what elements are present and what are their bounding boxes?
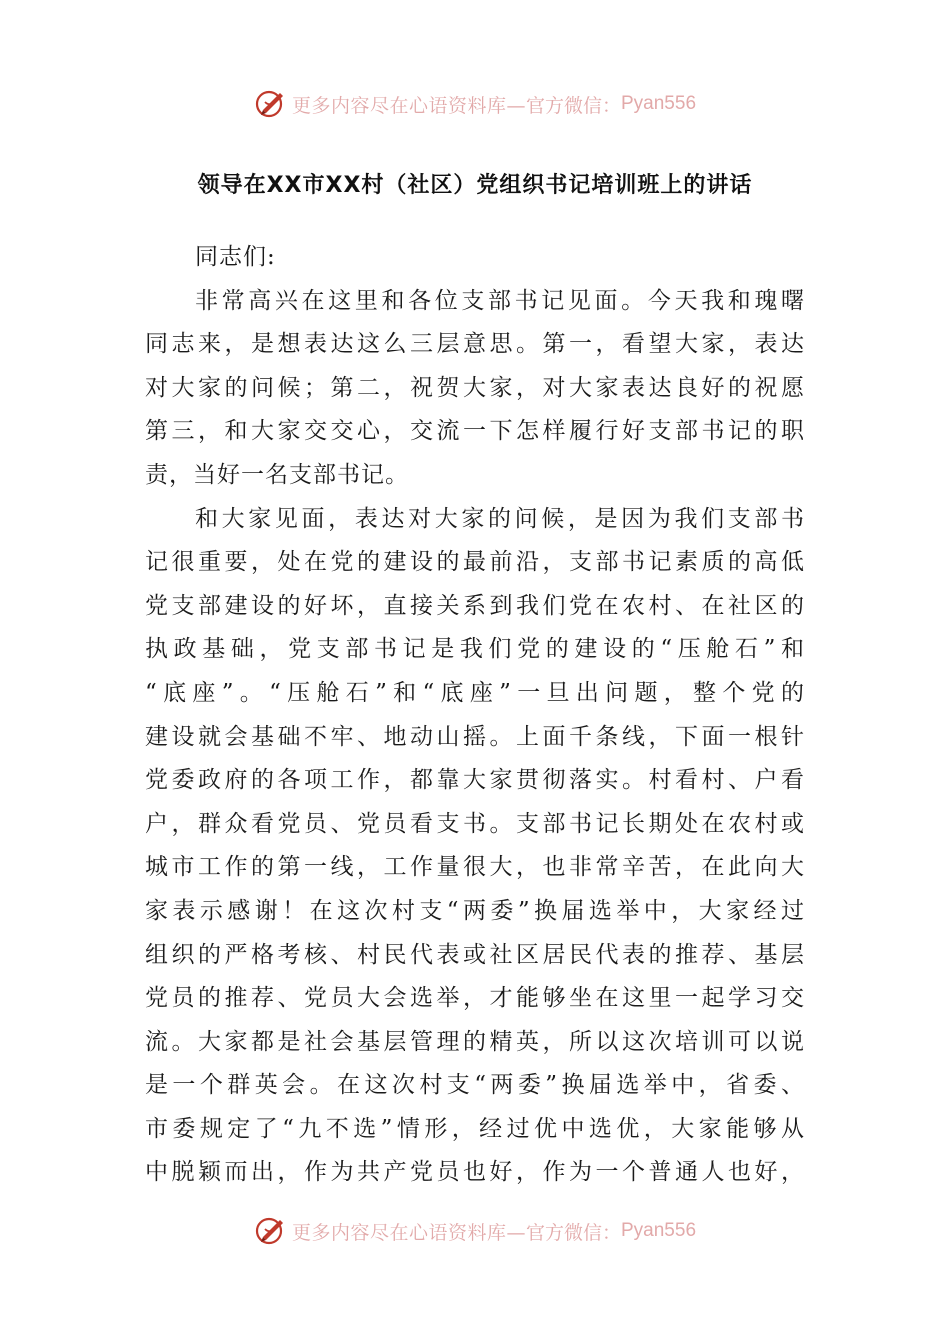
text-line: 对大家的问候；第二，祝贺大家，对大家表达良好的祝愿: [145, 374, 805, 401]
pen-logo-icon: [254, 87, 288, 121]
speech-body: [145, 236, 805, 1195]
banner-wechat-id: Pyan556: [621, 93, 697, 114]
text-line: 建设就会基础不牢、地动山摇。上面千条线，下面一根针: [145, 723, 805, 750]
text-line: 家表示感谢！在这次村支“两委”换届选举中，大家经过: [145, 897, 805, 924]
banner-wechat-label: 官方微信：: [525, 1221, 621, 1244]
footer-banner: [0, 1211, 950, 1251]
text-line: 第三，和大家交交心，交流一下怎样履行好支部书记的职: [145, 418, 805, 445]
text-line: 组织的严格考核、村民代表或社区居民代表的推荐、基层: [145, 941, 805, 968]
text-line: 户，群众看党员、党员看支书。支部书记长期处在农村或: [145, 810, 805, 837]
banner-wechat-id: Pyan556: [621, 1220, 697, 1241]
text-line: 流。大家都是社会基层管理的精英，所以这次培训可以说: [145, 1028, 805, 1055]
text-line: 和大家见面，表达对大家的问候，是因为我们支部书: [195, 505, 805, 532]
banner-text: 更多内容尽在心语资料库—: [291, 94, 526, 117]
text-line: 非常高兴在这里和各位支部书记见面。今天我和瑰曙: [195, 287, 805, 314]
text-line: 党委政府的各项工作，都靠大家贯彻落实。村看村、户看: [145, 767, 805, 794]
text-line: 党员的推荐、党员大会选举，才能够坐在这里一起学习交: [145, 985, 805, 1012]
pen-logo-icon: [254, 1214, 288, 1248]
text-line: 记很重要，处在党的建设的最前沿，支部书记素质的高低: [145, 549, 805, 576]
text-line: 党支部建设的好坏，直接关系到我们党在农村、在社区的: [145, 592, 805, 619]
text-line: 责，当好一名支部书记。: [145, 461, 409, 488]
text-line: 市委规定了“九不选”情形，经过优中选优，大家能够从: [145, 1115, 805, 1142]
document-title: 领导在XX市XX村（社区）党组织书记培训班上的讲话: [197, 173, 753, 198]
banner-wechat-label: 官方微信：: [525, 94, 621, 117]
text-line: 是一个群英会。在这次村支“两委”换届选举中，省委、: [145, 1072, 805, 1099]
text-line: 中脱颖而出，作为共产党员也好，作为一个普通人也好，: [145, 1159, 805, 1186]
header-banner: [0, 84, 950, 124]
text-line: “底座”。“压舱石”和“底座”一旦出问题，整个党的: [145, 679, 805, 706]
text-line: 同志来，是想表达这么三层意思。第一，看望大家，表达: [145, 331, 805, 358]
text-line: 同志们:: [195, 244, 276, 270]
text-line: 城市工作的第一线，工作量很大，也非常辛苦，在此向大: [145, 854, 805, 881]
banner-text: 更多内容尽在心语资料库—: [291, 1221, 526, 1244]
text-line: 执政基础，党支部书记是我们党的建设的“压舱石”和: [145, 636, 805, 663]
